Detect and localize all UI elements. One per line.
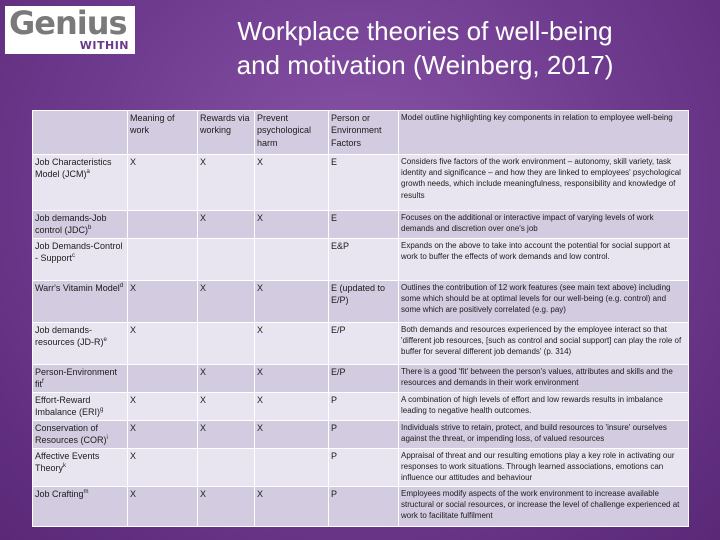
- table-cell-prevent-harm: [255, 280, 329, 322]
- table-cell-outline-text: Outlines the contribution of 12 work features (see main text above) including some which should be at optimal levels for our well-being (e.g. control) and some which are positively correlated (e.g. pay): [401, 282, 671, 315]
- table-cell-prevent-harm: [255, 238, 329, 280]
- table-cell-prevent-harm-text: X: [257, 422, 264, 433]
- table-cell-outline: [399, 280, 689, 322]
- table-cell-factors-text: E/P: [331, 324, 346, 335]
- table-cell-meaning-of-work: [128, 448, 198, 486]
- citation-marker: m: [83, 488, 89, 495]
- table-cell-meaning-of-work-text: X: [130, 394, 137, 405]
- table-cell-factors: [329, 420, 399, 448]
- table-row: [33, 280, 689, 322]
- table-header-row: [33, 111, 689, 155]
- citation-marker: c: [72, 253, 76, 260]
- table-cell-meaning-of-work: [128, 322, 198, 364]
- table-cell-meaning-of-work: [128, 155, 198, 211]
- table-cell-outline: [399, 364, 689, 392]
- table-cell-factors: [329, 211, 399, 239]
- table-row: [33, 211, 689, 239]
- table-cell-outline-text: Focuses on the additional or interactive impact of varying levels of work demands and discretion over one's job: [401, 213, 654, 234]
- table-row: [33, 155, 689, 211]
- table-cell-meaning-of-work-text: X: [130, 157, 137, 167]
- table-cell-model: [33, 448, 128, 486]
- header-model-outline: Model outline highlighting key components in relation to employee well-being: [399, 111, 689, 155]
- table-cell-outline: [399, 420, 689, 448]
- logo-sub-text: WITHIN: [79, 39, 129, 52]
- table-cell-prevent-harm-text: X: [257, 213, 264, 223]
- table-cell-rewards: [198, 155, 255, 211]
- table-cell-outline-text: There is a good 'fit' between the person's values, attributes and skills and the resources and demands in their work environment: [401, 366, 673, 388]
- table-cell-model: [33, 322, 128, 364]
- citation-marker: a: [86, 169, 90, 176]
- table-cell-model-text: Effort-Reward Imbalance (ERI): [35, 394, 101, 418]
- table-cell-model: [33, 392, 128, 420]
- table-cell-prevent-harm-text: X: [257, 157, 264, 167]
- table-cell-prevent-harm: [255, 155, 329, 211]
- table-row: [33, 392, 689, 420]
- table-cell-factors-text: P: [331, 450, 338, 461]
- table-cell-factors-text: P: [331, 422, 338, 433]
- table-cell-model-text: Job Crafting: [35, 488, 84, 499]
- logo-main-text: Genius: [9, 4, 127, 42]
- table-cell-rewards-text: X: [200, 394, 207, 405]
- table-cell-rewards: [198, 392, 255, 420]
- table-row: [33, 448, 689, 486]
- theories-table: [32, 110, 689, 527]
- table-row: [33, 322, 689, 364]
- table-cell-meaning-of-work-text: X: [130, 450, 137, 461]
- table-cell-rewards-text: X: [200, 366, 207, 377]
- table-cell-outline: [399, 238, 689, 280]
- table-row: [33, 238, 689, 280]
- table-cell-meaning-of-work: [128, 280, 198, 322]
- table-cell-factors: [329, 238, 399, 280]
- table-cell-outline: [399, 211, 689, 239]
- table-cell-prevent-harm-text: X: [257, 282, 264, 293]
- table-cell-outline-text: Individuals strive to retain, protect, and build resources to 'insure' ourselves against the threat, or impending loss, of valued resources: [401, 422, 667, 444]
- table-cell-rewards: [198, 238, 255, 280]
- table-cell-factors-text: P: [331, 488, 338, 499]
- header-meaning-of-work: Meaning of work: [128, 111, 198, 155]
- table-cell-rewards-text: X: [200, 422, 207, 433]
- citation-marker: d: [119, 282, 124, 289]
- table-cell-outline: [399, 392, 689, 420]
- table-cell-factors: [329, 448, 399, 486]
- table-cell-factors: [329, 364, 399, 392]
- table-cell-model: [33, 155, 128, 211]
- table-cell-rewards-text: X: [200, 157, 207, 167]
- table-cell-model-text: Affective Events Theory: [35, 450, 100, 474]
- citation-marker: g: [100, 407, 104, 414]
- table-cell-factors-text: E: [331, 157, 338, 167]
- table-row: [33, 486, 689, 526]
- table-cell-prevent-harm: [255, 486, 329, 526]
- table-cell-factors: [329, 322, 399, 364]
- table-cell-factors-text: E (updated to E/P): [331, 282, 386, 306]
- citation-marker: b: [88, 225, 92, 232]
- table-cell-outline: [399, 448, 689, 486]
- table-cell-model-text: Job Demands-Control - Support: [35, 240, 123, 264]
- table-cell-model-text: Person-Environment fit: [35, 366, 118, 390]
- citation-marker: k: [63, 463, 67, 470]
- table-cell-meaning-of-work: [128, 486, 198, 526]
- table-cell-factors: [329, 486, 399, 526]
- table-cell-factors-text: E: [331, 213, 338, 223]
- table-cell-prevent-harm-text: X: [257, 324, 264, 335]
- table-cell-outline: [399, 486, 689, 526]
- table-cell-factors-text: E/P: [331, 366, 346, 377]
- slide-title-line-1: Workplace theories of well-being: [237, 16, 613, 46]
- table-cell-model-text: Job Characteristics Model (JCM): [35, 157, 112, 180]
- header-rewards-via-working: Rewards via working: [198, 111, 255, 155]
- slide-title: [150, 14, 700, 82]
- table-cell-rewards: [198, 364, 255, 392]
- table-cell-factors-text: E&P: [331, 240, 350, 251]
- table-cell-meaning-of-work: [128, 238, 198, 280]
- table-cell-prevent-harm: [255, 392, 329, 420]
- table-cell-prevent-harm-text: X: [257, 488, 264, 499]
- table-cell-outline-text: Both demands and resources experienced by the employee interact so that 'different job resources, [such as control and social support] can play the role of buffer for several different job demands' (p. 314): [401, 324, 682, 357]
- table-cell-rewards: [198, 280, 255, 322]
- table-cell-rewards: [198, 322, 255, 364]
- table-cell-meaning-of-work: [128, 211, 198, 239]
- header-prevent-psychological-harm: Prevent psychological harm: [255, 111, 329, 155]
- table-cell-model-text: Job demands-Job control (JDC): [35, 213, 107, 236]
- table-cell-rewards-text: X: [200, 488, 207, 499]
- table-cell-model: [33, 211, 128, 239]
- table-cell-prevent-harm: [255, 420, 329, 448]
- table-cell-outline-text: Considers five factors of the work environment – autonomy, skill variety, task identity and significance – and how they are linked to employees' psychological growth needs, which include meaningfulness, responsibility and knowledge of results: [401, 157, 681, 200]
- table-cell-outline-text: Appraisal of threat and our resulting emotions play a key role in activating our responses to work situations. Through learned associations, emotions can influence our attitudes and behaviour: [401, 450, 675, 483]
- table-cell-rewards-text: X: [200, 282, 207, 293]
- table-cell-meaning-of-work: [128, 392, 198, 420]
- slide-title-line-2: and motivation (Weinberg, 2017): [236, 50, 614, 80]
- citation-marker: f: [42, 379, 44, 386]
- table-cell-model: [33, 280, 128, 322]
- header-person-or-environment: Person or Environment Factors: [329, 111, 399, 155]
- table-cell-rewards: [198, 420, 255, 448]
- table-cell-prevent-harm-text: X: [257, 366, 264, 377]
- table-cell-prevent-harm: [255, 448, 329, 486]
- table-cell-model: [33, 238, 128, 280]
- table-cell-outline: [399, 155, 689, 211]
- table-cell-factors: [329, 392, 399, 420]
- table-cell-rewards: [198, 211, 255, 239]
- table-cell-rewards: [198, 448, 255, 486]
- genius-within-logo: [5, 6, 135, 54]
- table-cell-model: [33, 364, 128, 392]
- table-cell-meaning-of-work: [128, 364, 198, 392]
- table-cell-meaning-of-work: [128, 420, 198, 448]
- table-cell-prevent-harm-text: X: [257, 394, 264, 405]
- table-cell-factors: [329, 155, 399, 211]
- table-cell-outline-text: A combination of high levels of effort and low rewards results in imbalance leading to negative health outcomes.: [401, 394, 663, 416]
- header-model: [33, 111, 128, 155]
- table-cell-prevent-harm: [255, 364, 329, 392]
- table-cell-outline-text: Employees modify aspects of the work environment to increase available structural or social resources, or increase the level of challenge experienced at work to facilitate fulfilment: [401, 488, 680, 521]
- table-cell-model-text: Conservation of Resources (COR): [35, 422, 107, 446]
- table-cell-prevent-harm: [255, 211, 329, 239]
- table-cell-prevent-harm: [255, 322, 329, 364]
- table-cell-outline: [399, 322, 689, 364]
- table-row: [33, 420, 689, 448]
- table-cell-model: [33, 486, 128, 526]
- table-cell-model-text: Warr's Vitamin Model: [35, 282, 120, 293]
- citation-marker: i: [106, 435, 108, 442]
- table-row: [33, 364, 689, 392]
- table-cell-meaning-of-work-text: X: [130, 324, 137, 335]
- table-cell-factors-text: P: [331, 394, 338, 405]
- table-cell-model-text: Job demands-resources (JD-R): [35, 324, 104, 348]
- table-cell-model: [33, 420, 128, 448]
- table-cell-meaning-of-work-text: X: [130, 422, 137, 433]
- table-cell-meaning-of-work-text: X: [130, 488, 137, 499]
- table-cell-rewards-text: X: [200, 213, 207, 223]
- table-cell-rewards: [198, 486, 255, 526]
- citation-marker: e: [103, 337, 107, 344]
- table-cell-outline-text: Expands on the above to take into account the potential for social support at work to buffer the effects of work demands and low control.: [401, 240, 671, 262]
- table-cell-factors: [329, 280, 399, 322]
- table-cell-meaning-of-work-text: X: [130, 282, 137, 293]
